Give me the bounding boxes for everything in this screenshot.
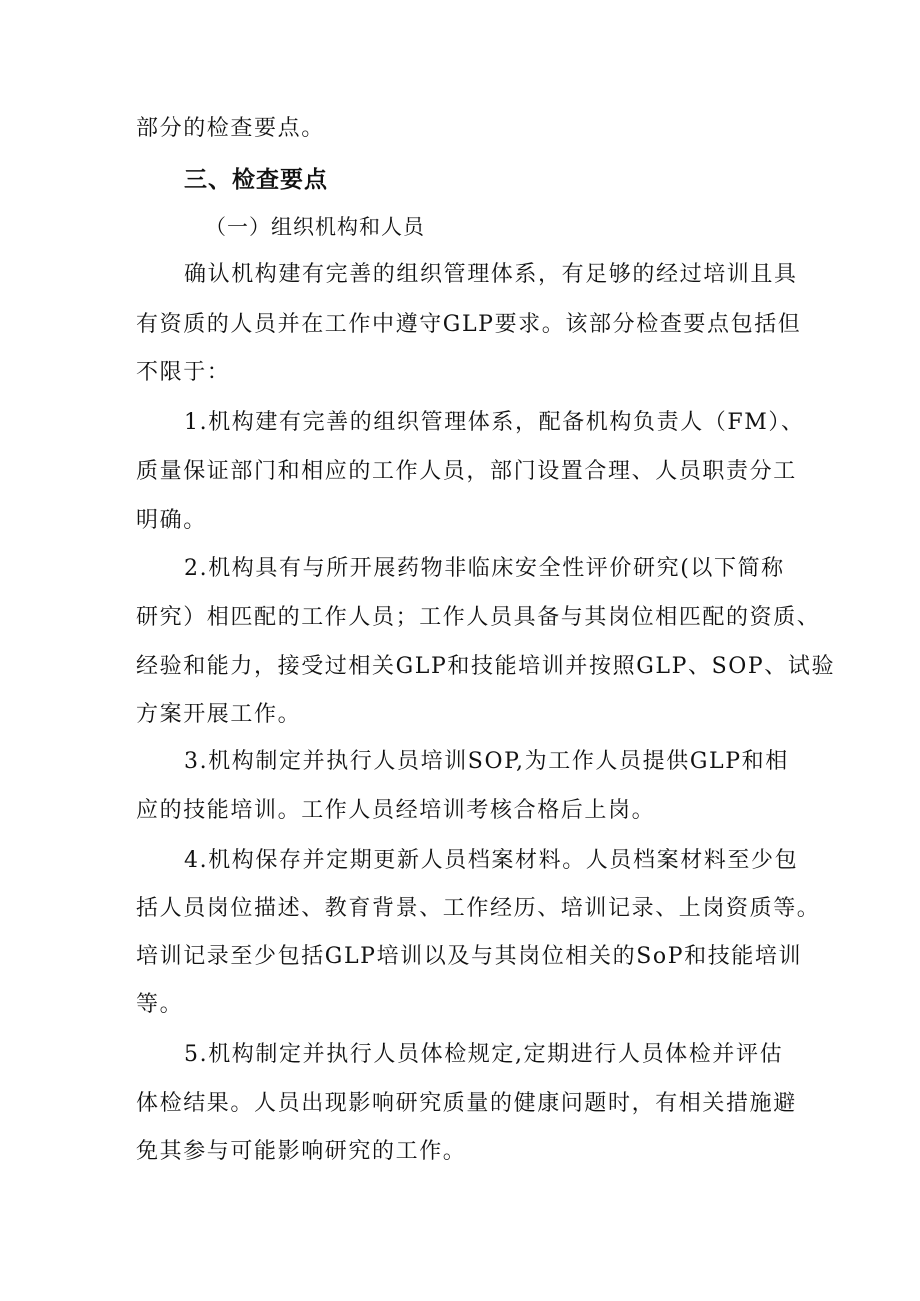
list-item-3-line: 3.机构制定并执行人员培训SOP,为工作人员提供GLP和相 [184,749,789,774]
paragraph-line: 有资质的人员并在工作中遵守GLP要求。该部分检查要点包括但 [136,312,802,337]
section-heading: 三、检查要点 [184,167,328,193]
list-item-1-line: 质量保证部门和相应的工作人员，部门设置合理、人员职责分工 [136,459,797,484]
paragraph-line: 部分的检查要点。 [136,116,325,141]
list-item-2-line: 2.机构具有与所开展药物非临床安全性评价研究(以下简称 [184,556,785,581]
subsection-heading: （一）组织机构和人员 [205,215,425,239]
list-item-3-line: 应的技能培训。工作人员经培训考核合格后上岗。 [136,798,656,823]
list-item-2-line: 研究）相匹配的工作人员；工作人员具备与其岗位相匹配的资质、 [136,605,821,630]
list-item-4-line: 等。 [136,992,184,1017]
list-item-2-line: 方案开展工作。 [136,702,302,727]
list-item-5-line: 5.机构制定并执行人员体检规定,定期进行人员体检并评估 [184,1042,784,1067]
list-item-2-line: 经验和能力，接受过相关GLP和技能培训并按照GLP、SOP、试验 [136,654,836,679]
list-item-4-line: 培训记录至少包括GLP培训以及与其岗位相关的SoP和技能培训 [136,944,803,969]
paragraph-line: 确认机构建有完善的组织管理体系，有足够的经过培训且具 [184,262,798,287]
paragraph-line: 不限于： [136,360,231,385]
list-item-4-line: 括人员岗位描述、教育背景、工作经历、培训记录、上岗资质等。 [136,896,821,921]
list-item-5-line: 体检结果。人员出现影响研究质量的健康问题时，有相关措施避 [136,1091,797,1116]
list-item-1-line: 明确。 [136,508,207,533]
list-item-1-line: 1.机构建有完善的组织管理体系，配备机构负责人（FM）、 [184,410,805,435]
list-item-4-line: 4.机构保存并定期更新人员档案材料。人员档案材料至少包 [184,848,799,873]
list-item-5-line: 免其参与可能影响研究的工作。 [136,1139,467,1164]
